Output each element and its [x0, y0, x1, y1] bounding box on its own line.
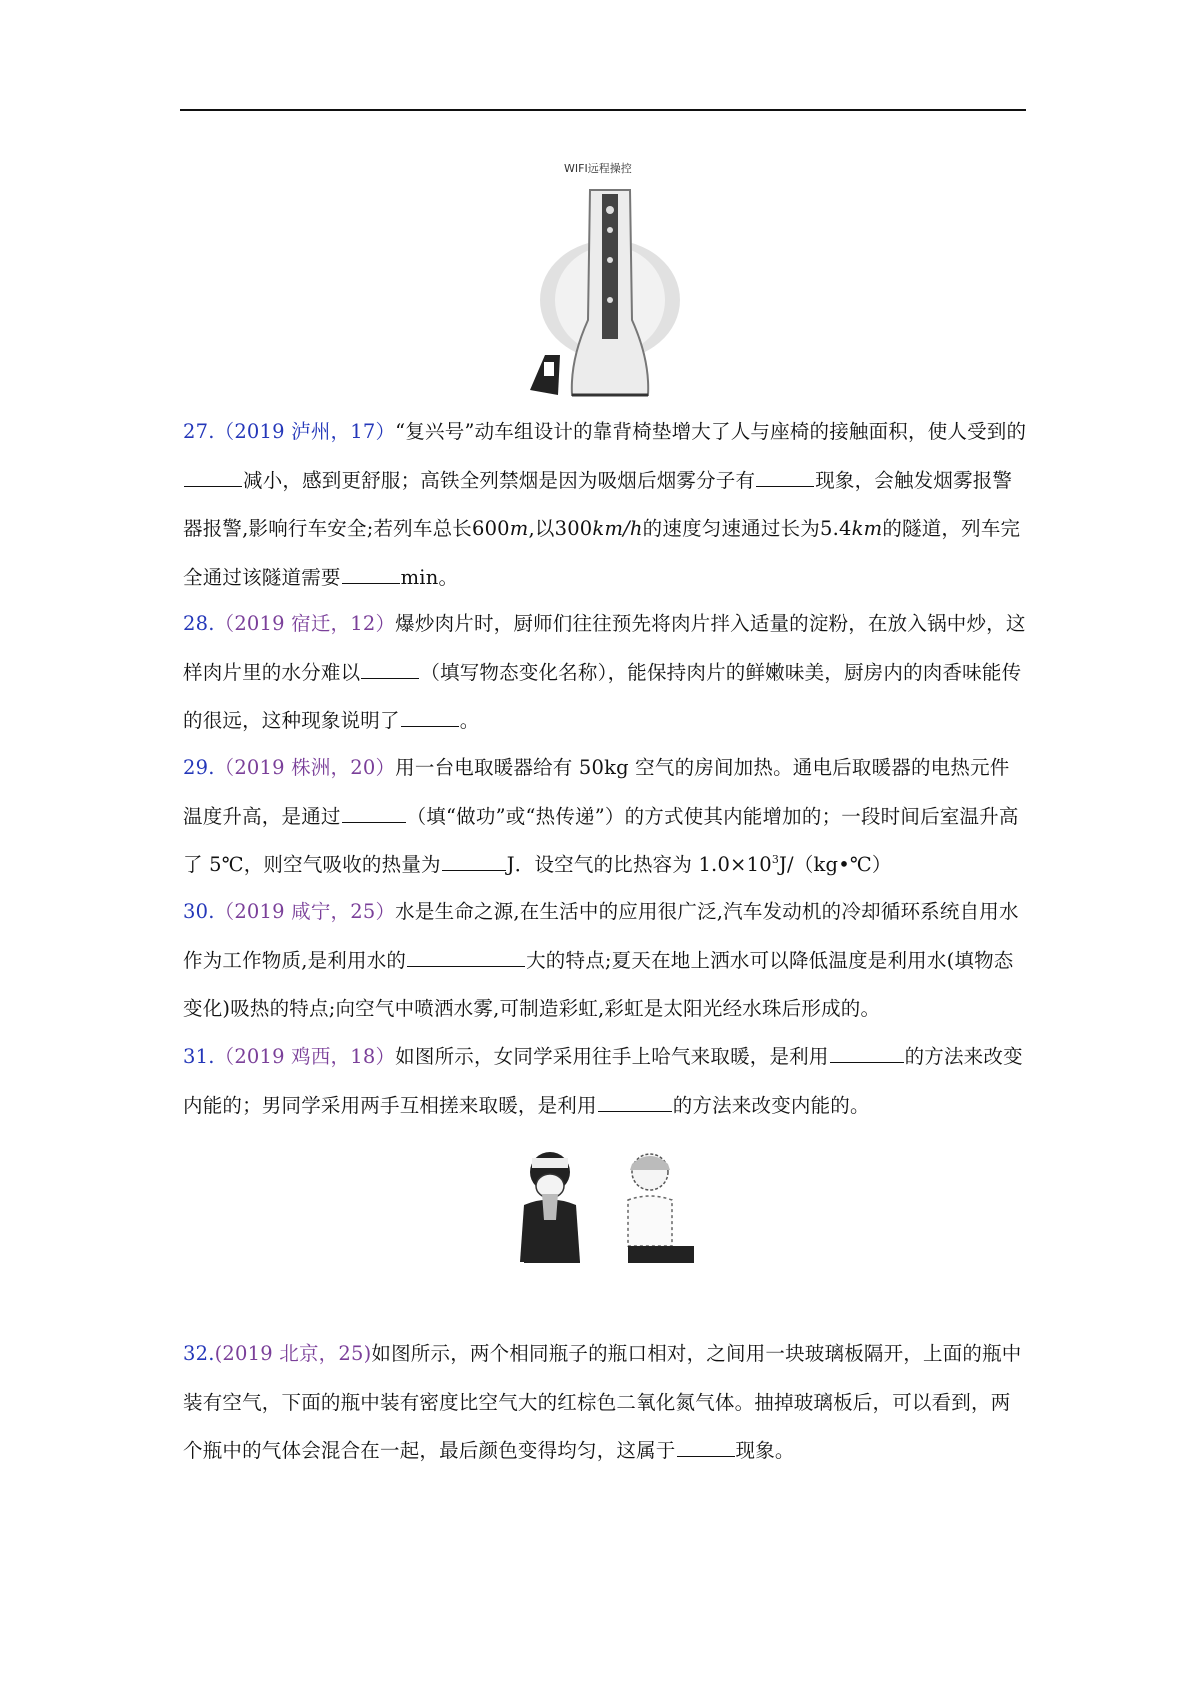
question-source: （2019 泸州，17） [214, 420, 396, 443]
answer-blank[interactable] [342, 804, 406, 823]
question-text: 用一台电取暖器给有 50kg 空气的房间加热。通电后取暖器的电热元件温度升高，是通过 [183, 756, 1010, 828]
smoke-alarm-device-figure [520, 150, 700, 420]
question-source: (2019 北京，25) [214, 1342, 372, 1365]
question-source: （2019 株洲，20） [214, 756, 396, 779]
answer-blank[interactable] [830, 1044, 904, 1063]
unit-text: km [851, 517, 883, 540]
figure-caption: WIFI远程操控 [564, 162, 632, 175]
answer-blank[interactable] [184, 468, 242, 487]
question-text: 爆炒肉片时，厨师们往往预先将肉片拌入适量的淀粉，在放入锅中炒，这样肉片里的水分难以 [183, 612, 1026, 684]
question-number: 29. [183, 756, 215, 779]
question-number: 31. [183, 1045, 215, 1068]
question-text: 如图所示，女同学采用往手上哈气来取暖，是利用 [395, 1045, 829, 1068]
header-rule [180, 109, 1026, 111]
question-text: J．设空气的比热容为 1.0×10 [506, 853, 772, 876]
students-warming-hands-figure [510, 1150, 710, 1270]
question-number: 28. [183, 612, 215, 635]
question-source: （2019 咸宁，25） [214, 900, 396, 923]
question-text: （填“做功”或“热传递”）的方式使其内能增加的；一段时间后室温升高了 5℃，则空气吸收的热量为 [183, 804, 1019, 876]
question-text: 现象。 [735, 1439, 795, 1462]
question-27 [183, 408, 1028, 602]
question-text: J/（kg•℃） [779, 853, 892, 876]
answer-blank[interactable] [342, 565, 400, 584]
question-text: ,以300 [528, 517, 593, 540]
question-text: 。 [459, 709, 480, 732]
question-text: 现象，会触发烟雾报警器报警,影响行车安全;若列车总长600 [183, 468, 1013, 540]
answer-blank[interactable] [361, 660, 419, 679]
question-number: 30. [183, 900, 215, 923]
answer-blank[interactable] [756, 468, 814, 487]
answer-blank[interactable] [401, 708, 459, 727]
question-text: “复兴号”动车组设计的靠背椅垫增大了人与座椅的接触面积，使人受到的 [395, 420, 1027, 443]
question-text: 的方法来改变内能的；男同学采用两手互相搓来取暖，是利用 [183, 1045, 1023, 1117]
answer-blank[interactable] [598, 1093, 672, 1112]
question-text: 水是生命之源,在生活中的应用很广泛,汽车发动机的冷却循环系统自用水作为工作物质,是利用水的 [183, 900, 1019, 972]
question-number: 27. [183, 420, 215, 443]
unit-text: m [509, 517, 529, 540]
question-text: 大的特点;夏天在地上洒水可以降低温度是利用水(填物态变化)吸热的特点;向空气中喷洒水雾,可制造彩虹,彩虹是太阳光经水珠后形成的。 [183, 948, 1014, 1020]
exponent: 3 [771, 853, 780, 866]
question-source: （2019 宿迁，12） [214, 612, 396, 635]
question-text: min。 [400, 565, 459, 589]
question-text: 如图所示，两个相同瓶子的瓶口相对，之间用一块玻璃板隔开，上面的瓶中装有空气，下面的瓶中装有密度比空气大的红棕色二氧化氮气体。抽掉玻璃板后，可以看到，两个瓶中的气体会混合在一起，最后颜色变得均匀，这属于 [183, 1342, 1022, 1462]
unit-text: km/h [592, 517, 643, 540]
question-text: 的隧道，列车完全通过该隧道需要 [183, 517, 1021, 589]
question-text: 减小，感到更舒服；高铁全列禁烟是因为吸烟后烟雾分子有 [243, 468, 756, 492]
question-31 [183, 1033, 1028, 1130]
question-number: 32. [183, 1342, 215, 1365]
answer-blank[interactable] [677, 1438, 735, 1457]
question-text: （填写物态变化名称），能保持肉片的鲜嫩味美，厨房内的肉香味能传的很远，这种现象说明了 [183, 660, 1022, 732]
question-source: （2019 鸡西，18） [214, 1045, 396, 1068]
question-text: 的方法来改变内能的。 [672, 1093, 870, 1117]
boy-figure [628, 1154, 694, 1262]
answer-blank[interactable] [442, 852, 506, 871]
girl-figure [520, 1152, 580, 1262]
question-32 [183, 1330, 1028, 1476]
answer-blank[interactable] [407, 948, 525, 967]
question-text: 的速度匀速通过长为5.4 [642, 517, 852, 540]
question-30 [183, 888, 1028, 1034]
question-29 [183, 744, 1028, 890]
question-28 [183, 600, 1028, 746]
